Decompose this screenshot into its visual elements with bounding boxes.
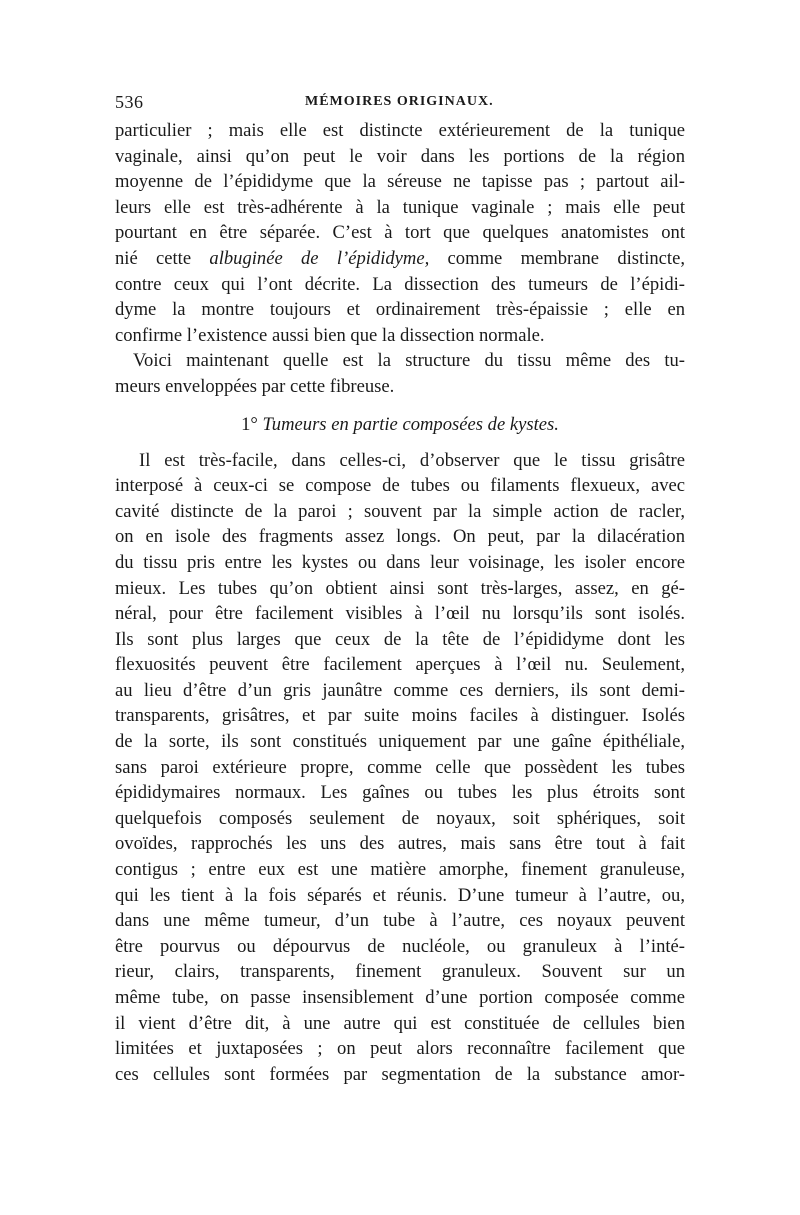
text-line: ovoïdes, rapprochés les uns des autres, mais sans être tout à fait [115,833,685,855]
text-line: on en isole des fragments assez longs. On peut, par la dilacération [115,526,685,548]
text-line: qui les tient à la fois séparés et réunis. D’une tumeur à l’autre, ou, [115,884,685,906]
paragraph-2 [115,348,685,399]
text-line: de la sorte, ils sont constitués uniquement par une gaîne épithéliale, [115,731,685,753]
text-line: dans une même tumeur, d’un tube à l’autre, ces noyaux peuvent [115,910,685,932]
text-line: limitées et juxtaposées ; on peut alors reconnaître facilement que [115,1038,685,1060]
running-head [115,92,685,118]
text-line: sans paroi extérieure propre, comme celle que possèdent les tubes [115,756,685,778]
text-fragment: comme membrane distincte, [429,247,685,269]
paragraph-3 [115,448,685,1088]
text-line: transparents, grisâtres, et par suite moins faciles à distinguer. Isolés [115,705,685,727]
text-line: rieur, clairs, transparents, finement granuleux. Souvent sur un [115,961,685,983]
running-title: MÉMOIRES ORIGINAUX. [305,94,494,109]
text-line: être pourvus ou dépourvus de nucléole, ou granuleux à l’inté- [115,935,685,957]
text-line: particulier ; mais elle est distincte extérieurement de la tunique [115,120,685,141]
text-line: moyenne de l’épididyme que la séreuse ne tapisse pas ; partout ail- [115,171,685,193]
text-line: vaginale, ainsi qu’on peut le voir dans les portions de la région [115,145,685,167]
text-line: leurs elle est très-adhérente à la tunique vaginale ; mais elle peut [115,196,685,218]
text-line: Il est très-facile, dans celles-ci, d’observer que le tissu grisâtre [139,449,685,471]
text-line: contigus ; entre eux est une matière amorphe, finement granuleuse, [115,859,685,881]
text-line: confirme l’existence aussi bien que la dissection normale. [115,324,545,346]
text-line: Voici maintenant quelle est la structure du tissu même des tu- [133,350,685,372]
text-line: quelquefois composés seulement de noyaux, soit sphériques, soit [115,807,685,829]
text-line: ces cellules sont formées par segmentation de la substance amor- [115,1063,685,1085]
page [115,92,685,1087]
text-line: épididymaires normaux. Les gaînes ou tubes les plus étroits sont [115,782,685,804]
text-line: pourtant en être séparée. C’est à tort que quelques anatomistes ont [115,222,685,244]
italic-term: albuginée de l’épididyme, [209,247,430,269]
text-line: il vient d’être dit, à une autre qui est constituée de cellules bien [115,1012,685,1034]
text-line: contre ceux qui l’ont décrite. La dissection des tumeurs de l’épidi- [115,273,685,295]
text-line: interposé à ceux-ci se compose de tubes ou filaments flexueux, avec [115,475,685,497]
page-number: 536 [115,92,144,112]
section-number: 1° [241,413,258,435]
text-line: au lieu d’être d’un gris jaunâtre comme ces derniers, ils sont demi- [115,679,685,701]
text-line: meurs enveloppées par cette fibreuse. [115,375,395,397]
section-heading [115,412,685,438]
paragraph-1 [115,118,685,348]
text-line: cavité distincte de la paroi ; souvent par la simple action de racler, [115,500,685,522]
text-line: Ils sont plus larges que ceux de la tête de l’épididyme dont les [115,628,685,650]
text-line: même tube, on passe insensiblement d’une portion composée comme [115,987,685,1008]
text-line: néral, pour être facilement visibles à l’œil nu lorsqu’ils sont isolés. [115,603,685,625]
text-line: mieux. Les tubes qu’on obtient ainsi sont très-larges, assez, en gé- [115,577,685,599]
text-line: flexuosités peuvent être facilement aperçues à l’œil nu. Seulement, [115,654,685,676]
text-line: du tissu pris entre les kystes ou dans leur voisinage, les isoler encore [115,551,685,573]
text-line: dyme la montre toujours et ordinairement très-épaissie ; elle en [115,299,685,321]
section-title: Tumeurs en partie composées de kystes. [262,413,559,435]
text-line-with-italic [115,246,685,272]
text-fragment: nié cette [115,247,210,269]
